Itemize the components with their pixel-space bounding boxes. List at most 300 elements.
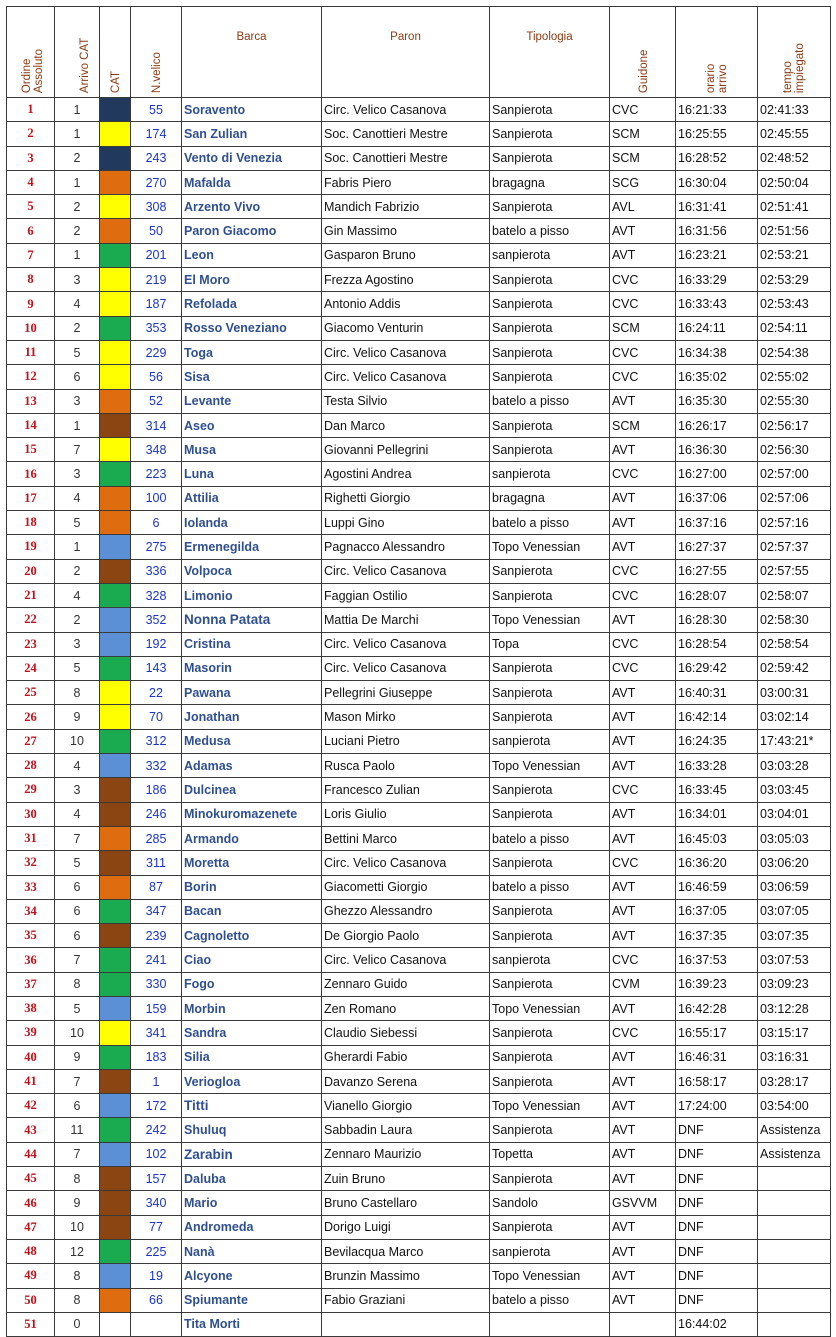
pennant-cell: AVT: [610, 729, 676, 753]
sail-number-cell: 87: [131, 875, 182, 899]
ordine-cell: 14: [7, 413, 55, 437]
table-row: [7, 681, 831, 705]
arrivo-cat-cell: 6: [55, 365, 100, 389]
type-cell: Sanpierota: [490, 583, 610, 607]
table-row: [7, 851, 831, 875]
arrivo-cat-cell: 2: [55, 608, 100, 632]
sail-number-cell: 56: [131, 365, 182, 389]
category-swatch: [100, 340, 131, 364]
arrivo-cat-cell: 12: [55, 1239, 100, 1263]
arrival-time-cell: 16:39:23: [676, 972, 758, 996]
category-swatch: [100, 316, 131, 340]
arrivo-cat-cell: 8: [55, 972, 100, 996]
owner-cell: Circ. Velico Casanova: [322, 948, 490, 972]
pennant-cell: SCM: [610, 413, 676, 437]
arrivo-cat-cell: 4: [55, 754, 100, 778]
elapsed-time-cell: 03:04:01: [758, 802, 831, 826]
pennant-cell: CVC: [610, 656, 676, 680]
arrivo-cat-cell: 8: [55, 1264, 100, 1288]
pennant-cell: CVC: [610, 851, 676, 875]
pennant-cell: CVC: [610, 948, 676, 972]
boat-name-cell: San Zulian: [182, 122, 322, 146]
arrival-time-cell: 16:40:31: [676, 681, 758, 705]
owner-cell: Davanzo Serena: [322, 1069, 490, 1093]
sail-number-cell: 243: [131, 146, 182, 170]
arrivo-cat-cell: 1: [55, 170, 100, 194]
table-row: [7, 1167, 831, 1191]
category-swatch: [100, 778, 131, 802]
arrival-time-cell: 16:46:31: [676, 1045, 758, 1069]
header-velico: N.velico: [131, 7, 182, 98]
type-cell: bragagna: [490, 486, 610, 510]
table-row: [7, 608, 831, 632]
sail-number-cell: 328: [131, 583, 182, 607]
ordine-cell: 5: [7, 195, 55, 219]
category-swatch: [100, 535, 131, 559]
ordine-cell: 45: [7, 1167, 55, 1191]
pennant-cell: AVT: [610, 826, 676, 850]
table-row: [7, 268, 831, 292]
boat-name-cell: Medusa: [182, 729, 322, 753]
sail-number-cell: 66: [131, 1288, 182, 1312]
owner-cell: Fabris Piero: [322, 170, 490, 194]
table-row: [7, 98, 831, 122]
owner-cell: Giacomo Venturin: [322, 316, 490, 340]
table-row: [7, 924, 831, 948]
owner-cell: Loris Giulio: [322, 802, 490, 826]
arrivo-cat-cell: 3: [55, 632, 100, 656]
arrival-time-cell: 16:34:01: [676, 802, 758, 826]
pennant-cell: AVT: [610, 1142, 676, 1166]
table-row: [7, 1239, 831, 1263]
category-swatch: [100, 268, 131, 292]
elapsed-time-cell: 02:57:16: [758, 511, 831, 535]
category-swatch: [100, 1288, 131, 1312]
arrivo-cat-cell: 9: [55, 1191, 100, 1215]
type-cell: batelo a pisso: [490, 389, 610, 413]
owner-cell: Ghezzo Alessandro: [322, 899, 490, 923]
elapsed-time-cell: 02:59:42: [758, 656, 831, 680]
category-swatch: [100, 924, 131, 948]
sail-number-cell: 341: [131, 1021, 182, 1045]
arrival-time-cell: 16:42:14: [676, 705, 758, 729]
category-swatch: [100, 1094, 131, 1118]
boat-name-cell: Nonna Patata: [182, 608, 322, 632]
pennant-cell: CVC: [610, 1021, 676, 1045]
arrivo-cat-cell: 6: [55, 924, 100, 948]
boat-name-cell: Luna: [182, 462, 322, 486]
elapsed-time-cell: 02:55:02: [758, 365, 831, 389]
type-cell: Sanpierota: [490, 1215, 610, 1239]
arrival-time-cell: 16:33:29: [676, 268, 758, 292]
arrival-time-cell: 16:21:33: [676, 98, 758, 122]
sail-number-cell: 174: [131, 122, 182, 146]
header-paron: Paron: [322, 7, 490, 98]
pennant-cell: CVC: [610, 583, 676, 607]
arrivo-cat-cell: 11: [55, 1118, 100, 1142]
category-swatch: [100, 996, 131, 1020]
type-cell: Sanpierota: [490, 1069, 610, 1093]
ordine-cell: 46: [7, 1191, 55, 1215]
table-row: [7, 1069, 831, 1093]
ordine-cell: 28: [7, 754, 55, 778]
arrival-time-cell: 16:45:03: [676, 826, 758, 850]
owner-cell: Mason Mirko: [322, 705, 490, 729]
type-cell: Sanpierota: [490, 705, 610, 729]
table-row: [7, 802, 831, 826]
elapsed-time-cell: [758, 1191, 831, 1215]
arrivo-cat-cell: 5: [55, 996, 100, 1020]
owner-cell: Sabbadin Laura: [322, 1118, 490, 1142]
table-row: [7, 122, 831, 146]
owner-cell: Bevilacqua Marco: [322, 1239, 490, 1263]
category-swatch: [100, 972, 131, 996]
category-swatch: [100, 1142, 131, 1166]
type-cell: Sanpierota: [490, 802, 610, 826]
sail-number-cell: 332: [131, 754, 182, 778]
table-row: [7, 1215, 831, 1239]
owner-cell: Gherardi Fabio: [322, 1045, 490, 1069]
sail-number-cell: 311: [131, 851, 182, 875]
ordine-cell: 8: [7, 268, 55, 292]
pennant-cell: CVC: [610, 292, 676, 316]
table-row: [7, 899, 831, 923]
table-row: [7, 413, 831, 437]
results-body: [7, 98, 831, 1337]
ordine-cell: 9: [7, 292, 55, 316]
sail-number-cell: 353: [131, 316, 182, 340]
arrivo-cat-cell: 6: [55, 875, 100, 899]
ordine-cell: 2: [7, 122, 55, 146]
category-swatch: [100, 1045, 131, 1069]
ordine-cell: 40: [7, 1045, 55, 1069]
owner-cell: Agostini Andrea: [322, 462, 490, 486]
elapsed-time-cell: 02:57:55: [758, 559, 831, 583]
type-cell: Topetta: [490, 1142, 610, 1166]
type-cell: Sanpierota: [490, 98, 610, 122]
sail-number-cell: 219: [131, 268, 182, 292]
owner-cell: Zennaro Guido: [322, 972, 490, 996]
type-cell: batelo a pisso: [490, 511, 610, 535]
arrivo-cat-cell: 3: [55, 389, 100, 413]
ordine-cell: 44: [7, 1142, 55, 1166]
elapsed-time-cell: 03:15:17: [758, 1021, 831, 1045]
category-swatch: [100, 122, 131, 146]
pennant-cell: AVT: [610, 1118, 676, 1142]
elapsed-time-cell: [758, 1239, 831, 1263]
owner-cell: Mattia De Marchi: [322, 608, 490, 632]
elapsed-time-cell: 17:43:21*: [758, 729, 831, 753]
arrivo-cat-cell: 2: [55, 219, 100, 243]
elapsed-time-cell: 02:57:00: [758, 462, 831, 486]
category-swatch: [100, 851, 131, 875]
arrival-time-cell: 16:46:59: [676, 875, 758, 899]
table-row: [7, 1021, 831, 1045]
elapsed-time-cell: Assistenza: [758, 1118, 831, 1142]
category-swatch: [100, 438, 131, 462]
elapsed-time-cell: 02:53:21: [758, 243, 831, 267]
type-cell: Sanpierota: [490, 1167, 610, 1191]
owner-cell: Dorigo Luigi: [322, 1215, 490, 1239]
category-swatch: [100, 559, 131, 583]
category-swatch: [100, 462, 131, 486]
table-row: [7, 875, 831, 899]
sail-number-cell: 312: [131, 729, 182, 753]
category-swatch: [100, 729, 131, 753]
pennant-cell: SCM: [610, 316, 676, 340]
owner-cell: Circ. Velico Casanova: [322, 365, 490, 389]
owner-cell: Gasparon Bruno: [322, 243, 490, 267]
boat-name-cell: Spiumante: [182, 1288, 322, 1312]
ordine-cell: 48: [7, 1239, 55, 1263]
elapsed-time-cell: 02:57:06: [758, 486, 831, 510]
owner-cell: Pagnacco Alessandro: [322, 535, 490, 559]
arrivo-cat-cell: 2: [55, 559, 100, 583]
elapsed-time-cell: 02:56:30: [758, 438, 831, 462]
ordine-cell: 36: [7, 948, 55, 972]
category-swatch: [100, 389, 131, 413]
arrivo-cat-cell: 7: [55, 1069, 100, 1093]
arrivo-cat-cell: 10: [55, 1021, 100, 1045]
owner-cell: Giovanni Pellegrini: [322, 438, 490, 462]
owner-cell: Dan Marco: [322, 413, 490, 437]
ordine-cell: 50: [7, 1288, 55, 1312]
category-swatch: [100, 292, 131, 316]
sail-number-cell: 187: [131, 292, 182, 316]
boat-name-cell: Armando: [182, 826, 322, 850]
pennant-cell: AVT: [610, 243, 676, 267]
owner-cell: Zuin Bruno: [322, 1167, 490, 1191]
table-row: [7, 511, 831, 535]
pennant-cell: AVT: [610, 1094, 676, 1118]
boat-name-cell: Mario: [182, 1191, 322, 1215]
arrivo-cat-cell: 3: [55, 268, 100, 292]
boat-name-cell: Refolada: [182, 292, 322, 316]
pennant-cell: AVT: [610, 219, 676, 243]
ordine-cell: 38: [7, 996, 55, 1020]
ordine-cell: 51: [7, 1312, 55, 1336]
category-swatch: [100, 1191, 131, 1215]
pennant-cell: AVT: [610, 996, 676, 1020]
arrival-time-cell: 16:27:55: [676, 559, 758, 583]
type-cell: sanpierota: [490, 729, 610, 753]
elapsed-time-cell: 03:03:28: [758, 754, 831, 778]
boat-name-cell: Musa: [182, 438, 322, 462]
table-row: [7, 948, 831, 972]
type-cell: Sanpierota: [490, 146, 610, 170]
table-row: [7, 754, 831, 778]
sail-number-cell: 242: [131, 1118, 182, 1142]
arrivo-cat-cell: 1: [55, 535, 100, 559]
owner-cell: Circ. Velico Casanova: [322, 656, 490, 680]
owner-cell: Circ. Velico Casanova: [322, 632, 490, 656]
arrivo-cat-cell: 1: [55, 98, 100, 122]
boat-name-cell: Cagnoletto: [182, 924, 322, 948]
elapsed-time-cell: 02:55:30: [758, 389, 831, 413]
arrival-time-cell: 16:58:17: [676, 1069, 758, 1093]
table-row: [7, 559, 831, 583]
owner-cell: Soc. Canottieri Mestre: [322, 146, 490, 170]
category-swatch: [100, 486, 131, 510]
sail-number-cell: 275: [131, 535, 182, 559]
pennant-cell: AVT: [610, 1069, 676, 1093]
owner-cell: Soc. Canottieri Mestre: [322, 122, 490, 146]
elapsed-time-cell: 03:03:45: [758, 778, 831, 802]
arrival-time-cell: 16:23:21: [676, 243, 758, 267]
table-row: [7, 219, 831, 243]
table-row: [7, 316, 831, 340]
elapsed-time-cell: 02:57:37: [758, 535, 831, 559]
table-row: [7, 365, 831, 389]
pennant-cell: AVT: [610, 1167, 676, 1191]
category-swatch: [100, 413, 131, 437]
pennant-cell: AVT: [610, 438, 676, 462]
boat-name-cell: Daluba: [182, 1167, 322, 1191]
arrival-time-cell: DNF: [676, 1239, 758, 1263]
category-swatch: [100, 754, 131, 778]
ordine-cell: 15: [7, 438, 55, 462]
owner-cell: Circ. Velico Casanova: [322, 98, 490, 122]
arrival-time-cell: 16:37:16: [676, 511, 758, 535]
elapsed-time-cell: 03:00:31: [758, 681, 831, 705]
ordine-cell: 34: [7, 899, 55, 923]
sail-number-cell: 186: [131, 778, 182, 802]
arrivo-cat-cell: 9: [55, 1045, 100, 1069]
arrival-time-cell: 16:35:02: [676, 365, 758, 389]
boat-name-cell: Minokuromazenete: [182, 802, 322, 826]
table-row: [7, 243, 831, 267]
table-row: [7, 146, 831, 170]
sail-number-cell: 239: [131, 924, 182, 948]
table-row: [7, 195, 831, 219]
arrival-time-cell: 16:29:42: [676, 656, 758, 680]
owner-cell: Luciani Pietro: [322, 729, 490, 753]
table-row: [7, 826, 831, 850]
arrival-time-cell: 16:44:02: [676, 1312, 758, 1336]
elapsed-time-cell: 03:28:17: [758, 1069, 831, 1093]
sail-number-cell: 6: [131, 511, 182, 535]
type-cell: Sanpierota: [490, 268, 610, 292]
arrival-time-cell: DNF: [676, 1191, 758, 1215]
elapsed-time-cell: 03:07:35: [758, 924, 831, 948]
arrival-time-cell: 16:26:17: [676, 413, 758, 437]
ordine-cell: 33: [7, 875, 55, 899]
arrival-time-cell: 16:24:11: [676, 316, 758, 340]
type-cell: Sanpierota: [490, 195, 610, 219]
type-cell: Topo Venessian: [490, 535, 610, 559]
arrival-time-cell: 16:30:04: [676, 170, 758, 194]
category-swatch: [100, 146, 131, 170]
pennant-cell: AVT: [610, 608, 676, 632]
category-swatch: [100, 511, 131, 535]
table-row: [7, 1264, 831, 1288]
pennant-cell: AVT: [610, 1045, 676, 1069]
header-ordine: Ordine Assoluto: [7, 7, 55, 98]
ordine-cell: 20: [7, 559, 55, 583]
type-cell: sanpierota: [490, 462, 610, 486]
category-swatch: [100, 365, 131, 389]
pennant-cell: AVT: [610, 754, 676, 778]
pennant-cell: CVC: [610, 340, 676, 364]
table-row: [7, 729, 831, 753]
owner-cell: Giacometti Giorgio: [322, 875, 490, 899]
type-cell: Sanpierota: [490, 656, 610, 680]
type-cell: sanpierota: [490, 1239, 610, 1263]
pennant-cell: AVT: [610, 1288, 676, 1312]
boat-name-cell: Volpoca: [182, 559, 322, 583]
sail-number-cell: 347: [131, 899, 182, 923]
category-swatch: [100, 632, 131, 656]
elapsed-time-cell: 02:51:41: [758, 195, 831, 219]
elapsed-time-cell: 02:54:11: [758, 316, 831, 340]
arrivo-cat-cell: 4: [55, 583, 100, 607]
ordine-cell: 24: [7, 656, 55, 680]
arrivo-cat-cell: 6: [55, 1094, 100, 1118]
boat-name-cell: Ermenegilda: [182, 535, 322, 559]
sail-number-cell: 348: [131, 438, 182, 462]
ordine-cell: 23: [7, 632, 55, 656]
owner-cell: Gin Massimo: [322, 219, 490, 243]
pennant-cell: AVT: [610, 681, 676, 705]
table-row: [7, 656, 831, 680]
table-row: [7, 705, 831, 729]
arrivo-cat-cell: 0: [55, 1312, 100, 1336]
elapsed-time-cell: 02:58:07: [758, 583, 831, 607]
owner-cell: [322, 1312, 490, 1336]
boat-name-cell: Andromeda: [182, 1215, 322, 1239]
elapsed-time-cell: 03:07:05: [758, 899, 831, 923]
pennant-cell: AVT: [610, 1264, 676, 1288]
arrivo-cat-cell: 9: [55, 705, 100, 729]
elapsed-time-cell: 03:05:03: [758, 826, 831, 850]
boat-name-cell: Iolanda: [182, 511, 322, 535]
owner-cell: De Giorgio Paolo: [322, 924, 490, 948]
arrivo-cat-cell: 5: [55, 851, 100, 875]
type-cell: Topo Venessian: [490, 1094, 610, 1118]
sail-number-cell: 330: [131, 972, 182, 996]
boat-name-cell: Limonio: [182, 583, 322, 607]
arrivo-cat-cell: 7: [55, 948, 100, 972]
header-guidone: Guidone: [610, 7, 676, 98]
arrival-time-cell: 16:27:37: [676, 535, 758, 559]
header-tempo: tempo impiegato: [758, 7, 831, 98]
arrival-time-cell: 16:31:41: [676, 195, 758, 219]
type-cell: Sanpierota: [490, 1118, 610, 1142]
table-row: [7, 1312, 831, 1336]
table-row: [7, 972, 831, 996]
sail-number-cell: 201: [131, 243, 182, 267]
arrivo-cat-cell: 2: [55, 146, 100, 170]
arrivo-cat-cell: 5: [55, 511, 100, 535]
category-swatch: [100, 656, 131, 680]
ordine-cell: 3: [7, 146, 55, 170]
arrivo-cat-cell: 10: [55, 1215, 100, 1239]
boat-name-cell: Leon: [182, 243, 322, 267]
arrival-time-cell: 16:25:55: [676, 122, 758, 146]
ordine-cell: 19: [7, 535, 55, 559]
owner-cell: Francesco Zulian: [322, 778, 490, 802]
owner-cell: Circ. Velico Casanova: [322, 340, 490, 364]
arrival-time-cell: 16:31:56: [676, 219, 758, 243]
boat-name-cell: Soravento: [182, 98, 322, 122]
ordine-cell: 26: [7, 705, 55, 729]
table-row: [7, 292, 831, 316]
arrival-time-cell: 16:36:30: [676, 438, 758, 462]
type-cell: Sanpierota: [490, 1021, 610, 1045]
arrival-time-cell: DNF: [676, 1142, 758, 1166]
boat-name-cell: El Moro: [182, 268, 322, 292]
header-barca: Barca: [182, 7, 322, 98]
